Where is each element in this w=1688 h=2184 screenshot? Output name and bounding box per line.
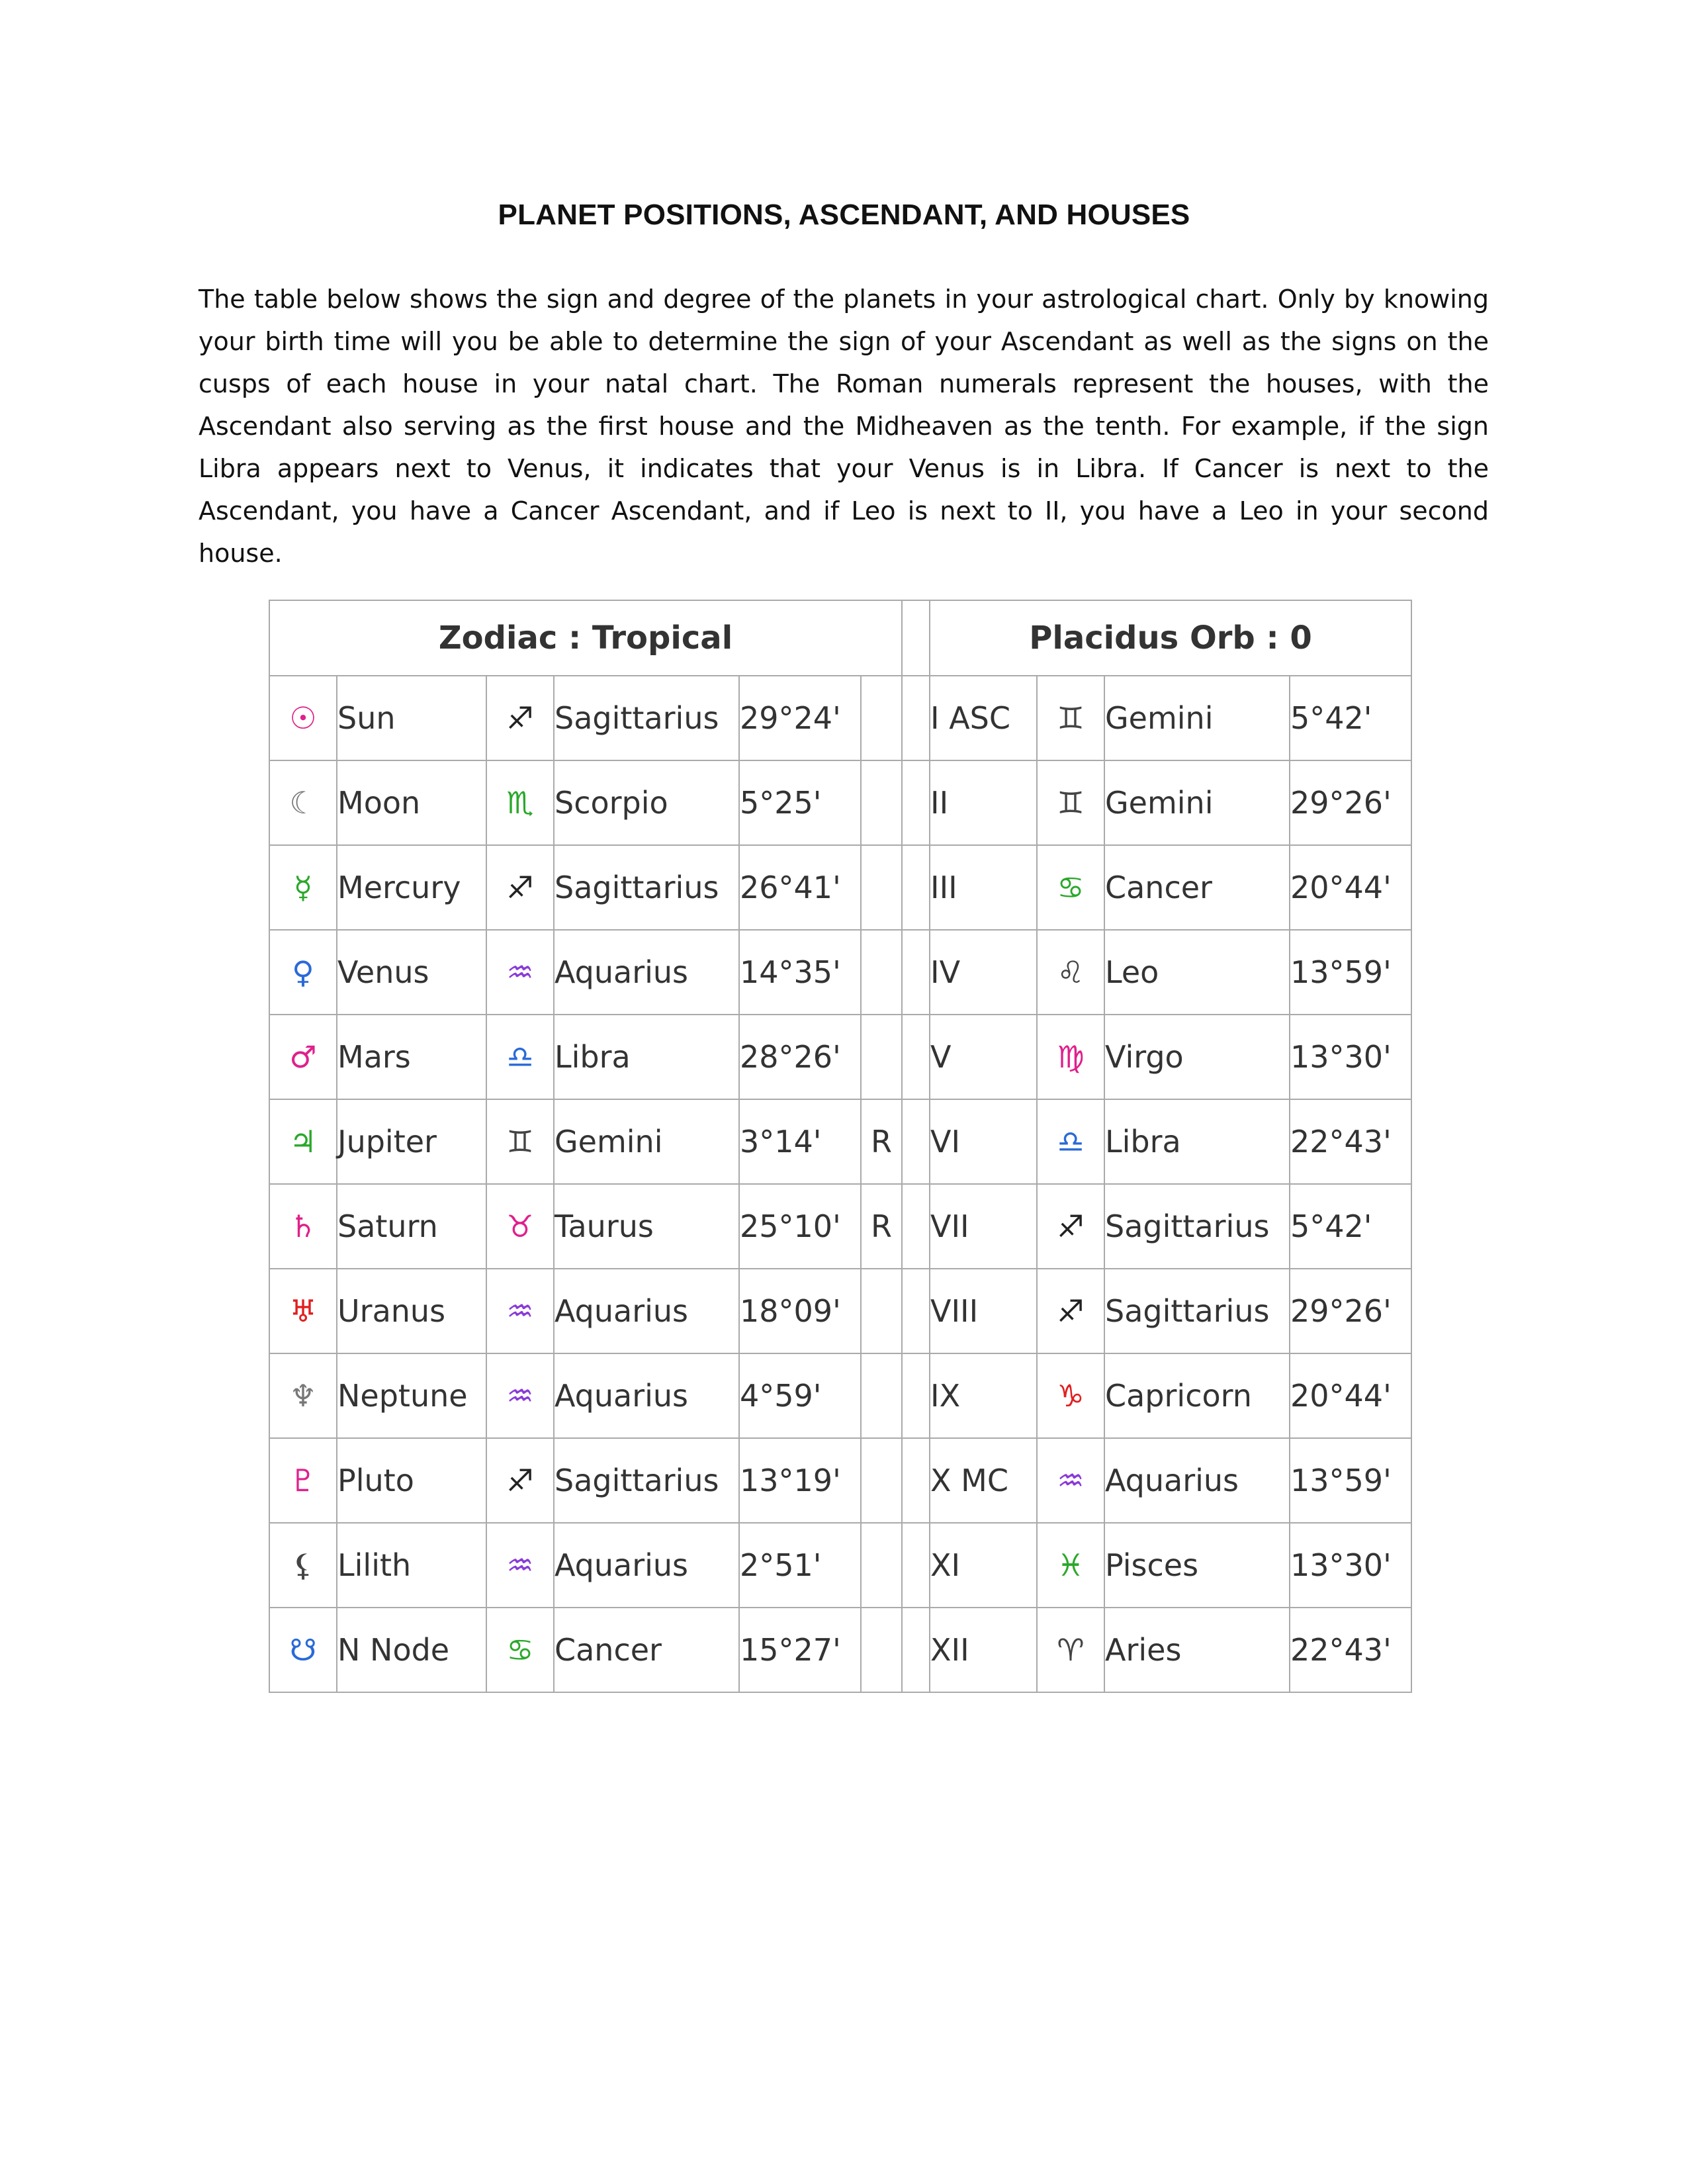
retrograde-marker bbox=[861, 1523, 902, 1608]
column-separator bbox=[902, 1523, 930, 1608]
table-row bbox=[269, 1015, 1411, 1099]
house-sign-symbol-icon: ♐ bbox=[1037, 1184, 1104, 1269]
column-separator bbox=[902, 760, 930, 845]
planet-sign: Sagittarius bbox=[554, 845, 739, 930]
planet-symbol-icon: ♇ bbox=[269, 1438, 337, 1523]
retrograde-marker bbox=[861, 930, 902, 1015]
planet-name: Venus bbox=[337, 930, 486, 1015]
retrograde-marker bbox=[861, 1608, 902, 1692]
column-separator bbox=[902, 845, 930, 930]
house-sign: Capricorn bbox=[1104, 1353, 1290, 1438]
table-row bbox=[269, 1438, 1411, 1523]
sign-symbol-icon: ♒ bbox=[486, 1353, 554, 1438]
house-degree: 20°44' bbox=[1290, 1353, 1411, 1438]
retrograde-marker: R bbox=[861, 1099, 902, 1184]
house-degree: 13°59' bbox=[1290, 930, 1411, 1015]
house-sign-symbol-icon: ♒ bbox=[1037, 1438, 1104, 1523]
house-number: VI bbox=[930, 1099, 1037, 1184]
planet-sign: Aquarius bbox=[554, 1353, 739, 1438]
planet-sign: Cancer bbox=[554, 1608, 739, 1692]
house-sign: Sagittarius bbox=[1104, 1269, 1290, 1353]
column-separator bbox=[902, 1269, 930, 1353]
sign-symbol-icon: ♉ bbox=[486, 1184, 554, 1269]
house-sign: Gemini bbox=[1104, 676, 1290, 760]
table-row bbox=[269, 1184, 1411, 1269]
table-row bbox=[269, 845, 1411, 930]
retrograde-marker: R bbox=[861, 1184, 902, 1269]
house-sign: Sagittarius bbox=[1104, 1184, 1290, 1269]
house-degree: 5°42' bbox=[1290, 676, 1411, 760]
house-number: III bbox=[930, 845, 1037, 930]
sign-symbol-icon: ♒ bbox=[486, 1269, 554, 1353]
house-sign: Aries bbox=[1104, 1608, 1290, 1692]
planet-name: Sun bbox=[337, 676, 486, 760]
sign-symbol-icon: ♒ bbox=[486, 930, 554, 1015]
house-sign-symbol-icon: ♎ bbox=[1037, 1099, 1104, 1184]
column-separator bbox=[902, 1608, 930, 1692]
house-sign-symbol-icon: ♍ bbox=[1037, 1015, 1104, 1099]
table-row bbox=[269, 1608, 1411, 1692]
planet-symbol-icon: ♅ bbox=[269, 1269, 337, 1353]
planet-name: Lilith bbox=[337, 1523, 486, 1608]
planet-name: N Node bbox=[337, 1608, 486, 1692]
house-number: X MC bbox=[930, 1438, 1037, 1523]
column-separator bbox=[902, 600, 930, 676]
house-sign-symbol-icon: ♋ bbox=[1037, 845, 1104, 930]
house-degree: 13°30' bbox=[1290, 1015, 1411, 1099]
house-sign: Cancer bbox=[1104, 845, 1290, 930]
planet-degree: 2°51' bbox=[739, 1523, 861, 1608]
planet-symbol-icon: ♄ bbox=[269, 1184, 337, 1269]
column-separator bbox=[902, 1015, 930, 1099]
sign-symbol-icon: ♏ bbox=[486, 760, 554, 845]
house-number: XII bbox=[930, 1608, 1037, 1692]
planet-symbol-icon: ☋ bbox=[269, 1608, 337, 1692]
table-row bbox=[269, 1269, 1411, 1353]
house-degree: 22°43' bbox=[1290, 1099, 1411, 1184]
table-row bbox=[269, 1099, 1411, 1184]
planet-positions-table bbox=[269, 600, 1412, 1693]
column-separator bbox=[902, 1353, 930, 1438]
planet-symbol-icon: ♂ bbox=[269, 1015, 337, 1099]
planet-degree: 29°24' bbox=[739, 676, 861, 760]
house-number: XI bbox=[930, 1523, 1037, 1608]
house-degree: 13°59' bbox=[1290, 1438, 1411, 1523]
planet-degree: 5°25' bbox=[739, 760, 861, 845]
house-sign-symbol-icon: ♈ bbox=[1037, 1608, 1104, 1692]
planet-name: Pluto bbox=[337, 1438, 486, 1523]
sign-symbol-icon: ♐ bbox=[486, 845, 554, 930]
planet-name: Saturn bbox=[337, 1184, 486, 1269]
planet-degree: 26°41' bbox=[739, 845, 861, 930]
intro-paragraph: The table below shows the sign and degree of the planets in your astrological chart. Only by knowing your birth time will you be able to determine the sign of your Ascendant as well as the signs on the cusps of each house in your natal chart. The Roman numerals represent the houses, with the Ascendant also serving as the first house and the Midheaven as the tenth. For example, if the sign Libra appears next to Venus, it indicates that your Venus is in Libra. If Cancer is next to the Ascendant, you have a Cancer Ascendant, and if Leo is next to II, you have a Leo in your second house. bbox=[199, 285, 1489, 568]
retrograde-marker bbox=[861, 760, 902, 845]
table-row bbox=[269, 760, 1411, 845]
houses-header: Placidus Orb : 0 bbox=[930, 600, 1411, 676]
house-degree: 13°30' bbox=[1290, 1523, 1411, 1608]
zodiac-header: Zodiac : Tropical bbox=[269, 600, 902, 676]
house-sign: Leo bbox=[1104, 930, 1290, 1015]
retrograde-marker bbox=[861, 676, 902, 760]
planet-name: Moon bbox=[337, 760, 486, 845]
planet-name: Mars bbox=[337, 1015, 486, 1099]
planet-degree: 4°59' bbox=[739, 1353, 861, 1438]
house-number: VII bbox=[930, 1184, 1037, 1269]
table-row bbox=[269, 1523, 1411, 1608]
house-degree: 22°43' bbox=[1290, 1608, 1411, 1692]
table-row bbox=[269, 930, 1411, 1015]
column-separator bbox=[902, 930, 930, 1015]
house-degree: 29°26' bbox=[1290, 1269, 1411, 1353]
table-row bbox=[269, 1353, 1411, 1438]
planet-degree: 18°09' bbox=[739, 1269, 861, 1353]
planet-sign: Aquarius bbox=[554, 1269, 739, 1353]
table-row bbox=[269, 676, 1411, 760]
sign-symbol-icon: ♋ bbox=[486, 1608, 554, 1692]
planet-sign: Gemini bbox=[554, 1099, 739, 1184]
planet-degree: 15°27' bbox=[739, 1608, 861, 1692]
column-separator bbox=[902, 1184, 930, 1269]
retrograde-marker bbox=[861, 845, 902, 930]
planet-symbol-icon: ♆ bbox=[269, 1353, 337, 1438]
planet-symbol-icon: ☾ bbox=[269, 760, 337, 845]
house-number: IX bbox=[930, 1353, 1037, 1438]
column-separator bbox=[902, 676, 930, 760]
planet-degree: 13°19' bbox=[739, 1438, 861, 1523]
planet-degree: 14°35' bbox=[739, 930, 861, 1015]
house-number: IV bbox=[930, 930, 1037, 1015]
sign-symbol-icon: ♊ bbox=[486, 1099, 554, 1184]
retrograde-marker bbox=[861, 1015, 902, 1099]
house-sign-symbol-icon: ♊ bbox=[1037, 760, 1104, 845]
planet-sign: Aquarius bbox=[554, 1523, 739, 1608]
planet-symbol-icon: ♃ bbox=[269, 1099, 337, 1184]
planet-symbol-icon: ☉ bbox=[269, 676, 337, 760]
planet-symbol-icon: ☿ bbox=[269, 845, 337, 930]
house-sign: Libra bbox=[1104, 1099, 1290, 1184]
planet-degree: 25°10' bbox=[739, 1184, 861, 1269]
planet-name: Uranus bbox=[337, 1269, 486, 1353]
planet-name: Neptune bbox=[337, 1353, 486, 1438]
house-degree: 29°26' bbox=[1290, 760, 1411, 845]
planet-name: Mercury bbox=[337, 845, 486, 930]
planet-symbol-icon: ⚸ bbox=[269, 1523, 337, 1608]
planet-sign: Sagittarius bbox=[554, 676, 739, 760]
house-sign-symbol-icon: ♑ bbox=[1037, 1353, 1104, 1438]
house-sign: Virgo bbox=[1104, 1015, 1290, 1099]
house-sign-symbol-icon: ♌ bbox=[1037, 930, 1104, 1015]
column-separator bbox=[902, 1099, 930, 1184]
planet-sign: Sagittarius bbox=[554, 1438, 739, 1523]
planet-sign: Aquarius bbox=[554, 930, 739, 1015]
house-sign-symbol-icon: ♐ bbox=[1037, 1269, 1104, 1353]
planet-sign: Libra bbox=[554, 1015, 739, 1099]
sign-symbol-icon: ♐ bbox=[486, 676, 554, 760]
house-sign: Aquarius bbox=[1104, 1438, 1290, 1523]
sign-symbol-icon: ♎ bbox=[486, 1015, 554, 1099]
house-sign-symbol-icon: ♓ bbox=[1037, 1523, 1104, 1608]
planet-symbol-icon: ♀ bbox=[269, 930, 337, 1015]
house-degree: 5°42' bbox=[1290, 1184, 1411, 1269]
house-sign: Pisces bbox=[1104, 1523, 1290, 1608]
house-sign: Gemini bbox=[1104, 760, 1290, 845]
retrograde-marker bbox=[861, 1438, 902, 1523]
sign-symbol-icon: ♒ bbox=[486, 1523, 554, 1608]
page-title: PLANET POSITIONS, ASCENDANT, AND HOUSES bbox=[498, 199, 1190, 231]
house-number: II bbox=[930, 760, 1037, 845]
house-number: VIII bbox=[930, 1269, 1037, 1353]
column-separator bbox=[902, 1438, 930, 1523]
planet-sign: Scorpio bbox=[554, 760, 739, 845]
retrograde-marker bbox=[861, 1353, 902, 1438]
house-number: V bbox=[930, 1015, 1037, 1099]
planet-name: Jupiter bbox=[337, 1099, 486, 1184]
house-sign-symbol-icon: ♊ bbox=[1037, 676, 1104, 760]
planet-sign: Taurus bbox=[554, 1184, 739, 1269]
retrograde-marker bbox=[861, 1269, 902, 1353]
planet-degree: 3°14' bbox=[739, 1099, 861, 1184]
house-number: I ASC bbox=[930, 676, 1037, 760]
house-degree: 20°44' bbox=[1290, 845, 1411, 930]
planet-degree: 28°26' bbox=[739, 1015, 861, 1099]
sign-symbol-icon: ♐ bbox=[486, 1438, 554, 1523]
